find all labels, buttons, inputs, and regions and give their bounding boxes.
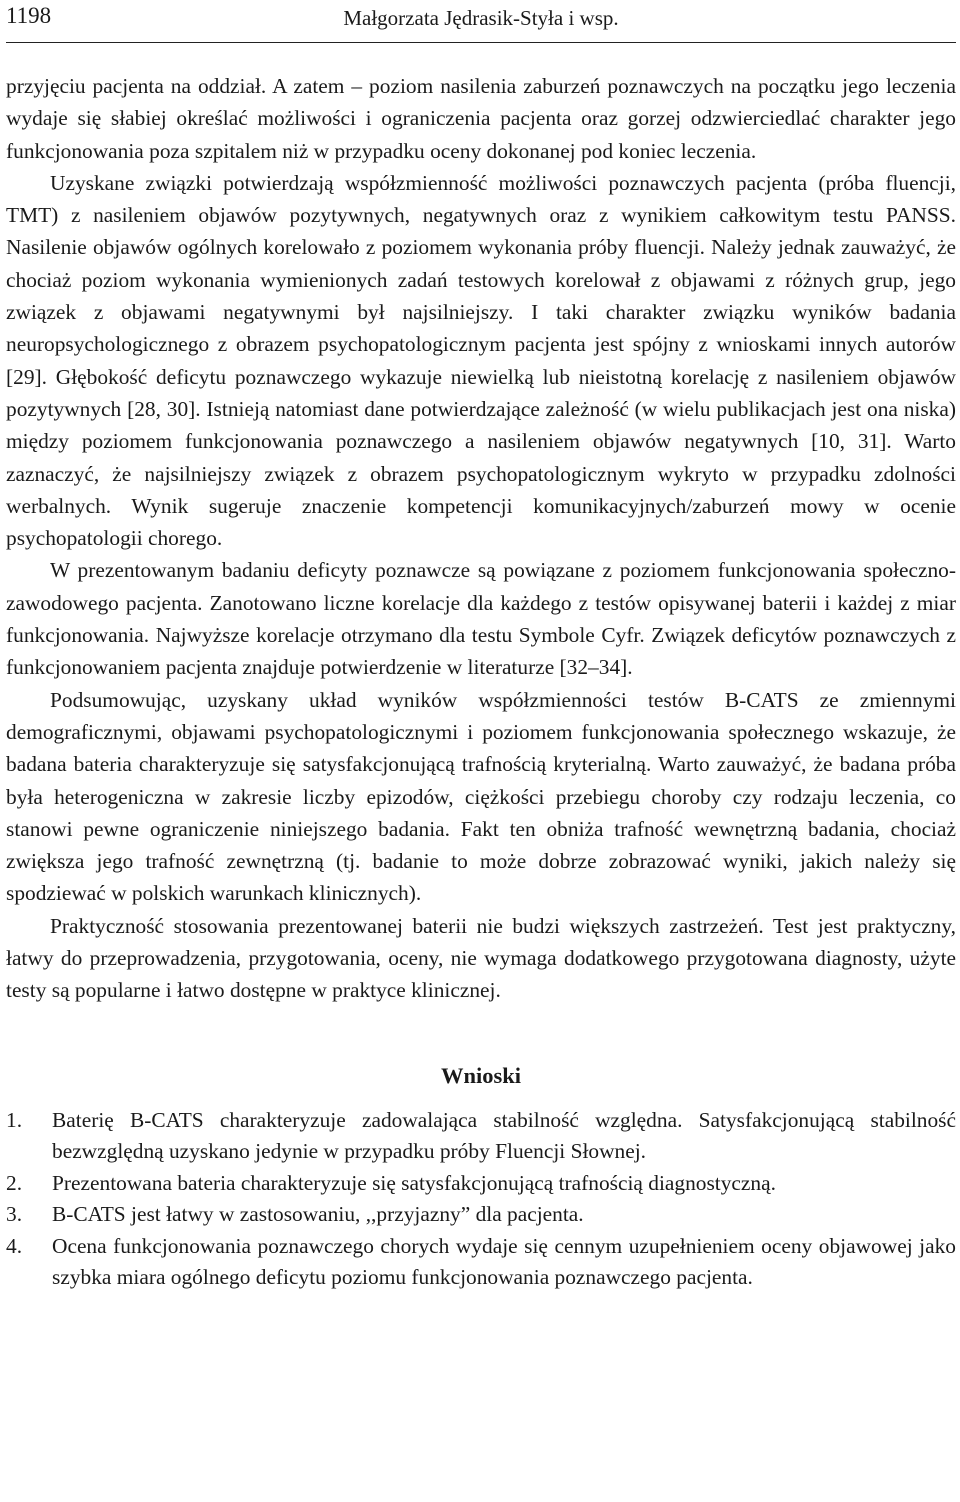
conclusion-item [6, 1168, 956, 1200]
paragraph-summary: Podsumowując, uzyskany układ wyników współzmienności testów B-CATS ze zmiennymi demograficznymi, objawami psychopatologicznymi i poziomem funkcjonowania społecznego wskazuje, że badana bateria charakteryzuje się satysfakcjonującą trafnością kryterialną. Warto zauważyć, że badana próba była heterogeniczna w zakresie liczby epizodów, ciężkości przebiegu choroby czy rodzaju leczenia, co stanowi pewne ograniczenie niniejszego badania. Fakt ten obniża trafność wewnętrzną badania, chociaż zwiększa jego trafność zewnętrzną (tj. badanie to może dobrze zobrazować wyniki, jakich należy się spodziewać w polskich warunkach klinicznych). [6, 687, 956, 906]
conclusions-list [6, 1105, 956, 1294]
conclusion-text: Baterię B-CATS charakteryzuje zadowalająca stabilność względna. Satysfakcjonującą stabilność bezwzględną uzyskano jedynie w przypadku próby Fluencji Słownej. [52, 1107, 956, 1164]
paragraph-practicality: Praktyczność stosowania prezentowanej baterii nie budzi większych zastrzeżeń. Test jest praktyczny, łatwy do przeprowadzenia, przygotowania, oceny, nie wymaga dodatkowego przygotowana diagnosty, użyte testy są popularne i łatwo dostępne w praktyce klinicznej. [6, 913, 956, 1003]
body-text [6, 70, 956, 1007]
document-page [6, 0, 956, 1294]
conclusion-item [6, 1199, 956, 1231]
conclusion-number: 1. [6, 1107, 23, 1132]
conclusion-number: 2. [6, 1170, 23, 1195]
page-number: 1198 [6, 3, 52, 28]
conclusion-item [6, 1105, 956, 1168]
conclusion-number: 4. [6, 1233, 23, 1258]
conclusion-text: B-CATS jest łatwy w zastosowaniu, ,,przyjazny” dla pacjenta. [52, 1202, 584, 1227]
running-header [6, 0, 956, 43]
conclusion-text: Prezentowana bateria charakteryzuje się satysfakcjonującą trafnością diagnostyczną. [52, 1170, 776, 1195]
conclusion-item [6, 1231, 956, 1294]
running-head-authors: Małgorzata Jędrasik-Styła i wsp. [343, 6, 619, 30]
paragraph-correlations: Uzyskane związki potwierdzają współzmienność możliwości poznawczych pacjenta (próba fluencji, TMT) z nasileniem objawów pozytywnych, negatywnych oraz z wynikiem całkowitym testu PANSS. Nasilenie objawów ogólnych korelowało z poziomem wykonania próby fluencji. Należy jednak zauważyć, że chociaż poziom wykonania wymienionych zadań testowych korelował z objawami z różnych grup, jego związek z objawami negatywnymi był najsilniejszy. I taki charakter związku wyników badania neuropsychologicznego z obrazem psychopatologicznym pacjenta jest spójny z wnioskami innych autorów [29]. Głębokość deficytu poznawczego wykazuje niewielką lub nieistotną korelację z nasileniem objawów pozytywnych [28, 30]. Istnieją natomiast dane potwierdzające zależność (w wielu publikacjach jest ona niska) między poziomem funkcjonowania poznawczego a nasileniem objawów negatywnych [10, 31]. Warto zaznaczyć, że najsilniejszy związek z obrazem psychopatologicznym wykryto w przypadku zdolności werbalnych. Wynik sugeruje znaczenie kompetencji komunikacyjnych/zaburzeń mowy w ocenie psychopatologii chorego. [6, 170, 956, 551]
conclusion-text: Ocena funkcjonowania poznawczego chorych wydaje się cennym uzupełnieniem oceny objawowej jako szybka miara ogólnego deficytu poziomu funkcjonowania poznawczego pacjenta. [52, 1233, 956, 1290]
paragraph-continuation: przyjęciu pacjenta na oddział. A zatem – poziom nasilenia zaburzeń poznawczych na początku jego leczenia wydaje się słabiej określać możliwości i ograniczenia pacjenta oraz gorzej odzwierciedlać charakter jego funkcjonowania poza szpitalem niż w przypadku oceny dokonanej pod koniec leczenia. [6, 74, 956, 163]
section-heading-conclusions: Wnioski [440, 1062, 522, 1088]
conclusion-number: 3. [6, 1202, 23, 1227]
paragraph-functioning: W prezentowanym badaniu deficyty poznawcze są powiązane z poziomem funkcjonowania społeczno-zawodowego pacjenta. Zanotowano liczne korelacje dla każdego z testów opisywanej baterii i każdej z miar funkcjonowania. Najwyższe korelacje otrzymano dla testu Symbole Cyfr. Związek deficytów poznawczych z funkcjonowaniem pacjenta znajduje potwierdzenie w literaturze [32–34]. [6, 558, 956, 680]
